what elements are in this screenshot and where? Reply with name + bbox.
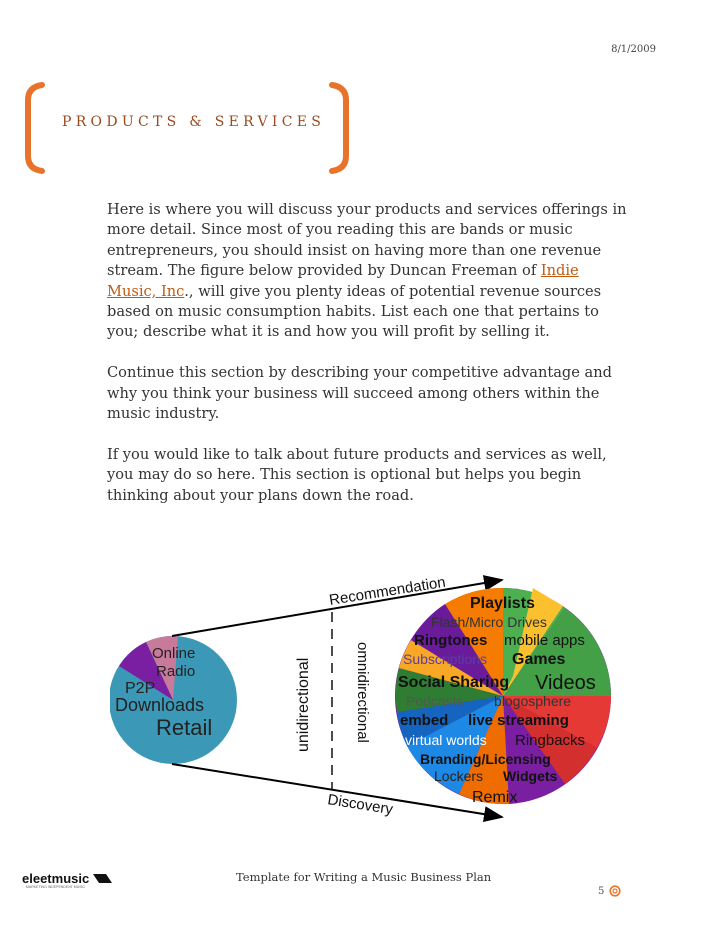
eleetmusic-logo: [20, 870, 120, 890]
pie-label-blogosphere: blogosphere: [494, 693, 572, 709]
pie-label-ringtones: Ringtones: [414, 632, 488, 649]
pie-label-downloads: Downloads: [115, 695, 205, 715]
pie-label-mobile-apps: mobile apps: [504, 632, 585, 649]
pie-label-flash-drives: Flash/Micro Drives: [431, 614, 547, 630]
svg-text:eleetmusic: eleetmusic: [22, 871, 90, 886]
indie-music-link[interactable]: Indie Music, Inc: [107, 262, 579, 300]
pie-label-ringbacks: Ringbacks: [515, 732, 586, 749]
recommendation-label: Recommendation: [327, 573, 447, 609]
omnidirectional-label: omnidirectional: [354, 642, 371, 743]
pie-label-p2p: P2P: [125, 680, 156, 697]
pie-label-live-streaming: live streaming: [468, 712, 569, 729]
pie-label-subscriptions: Subscriptions: [403, 651, 488, 667]
pie-label-playlists: Playlists: [470, 595, 535, 612]
revenue-sources-figure: [110, 572, 630, 832]
paragraph-intro: [107, 200, 627, 343]
paragraph-future: If you would like to talk about future products and services as well, you may do so here. This section is optional but helps you begin thinking about your plans down the road.: [107, 445, 607, 504]
pie-label-online: Online: [152, 645, 196, 662]
footer-text: Template for Writing a Music Business Plan: [236, 870, 492, 884]
pie-label-social-sharing: Social Sharing: [398, 674, 510, 691]
pie-label-retail: Retail: [156, 715, 213, 740]
right-bracket-icon: [328, 82, 352, 174]
pie-label-embed: embed: [400, 712, 449, 729]
pie-label-widgets: Widgets: [503, 768, 558, 784]
pie-label-podcasts: Podcasts: [406, 693, 464, 709]
pie-label-games: Games: [512, 651, 566, 668]
paragraph-intro-end: ., will give you plenty ideas of potential revenue sources based on music consumption habits. List each one that pertains to you; describe what it is and how you will profit by selling it.: [107, 282, 602, 341]
pie-label-remix: Remix: [472, 789, 518, 806]
pie-label-videos: Videos: [535, 672, 596, 694]
left-bracket-icon: [22, 82, 46, 174]
paragraph-competitive: Continue this section by describing your competitive advantage and why you think your business will succeed among others within the music industry.: [107, 364, 612, 423]
section-title: PRODUCTS & SERVICES: [62, 114, 326, 130]
pie-label-branding: Branding/Licensing: [420, 751, 551, 767]
pie-label-lockers: Lockers: [434, 768, 484, 784]
body-text: [107, 200, 627, 526]
page-ring-icon: [609, 885, 621, 897]
pie-label-virtual-worlds: virtual worlds: [405, 732, 487, 748]
discovery-label: Discovery: [326, 791, 395, 819]
page-date: 8/1/2009: [611, 44, 656, 55]
page-number: 5: [598, 886, 605, 897]
svg-text:MARKETING INDEPENDENT MUSIC: MARKETING INDEPENDENT MUSIC: [26, 885, 86, 889]
paragraph-intro-start: Here is where you will discuss your products and services offerings in more detail. Since most of you reading this are bands or music entrepreneurs, you should insist on having more than one revenue stream. The figure below provided by Duncan Freeman of: [107, 201, 627, 280]
unidirectional-label: unidirectional: [295, 657, 312, 752]
pie-label-radio: Radio: [156, 663, 196, 680]
